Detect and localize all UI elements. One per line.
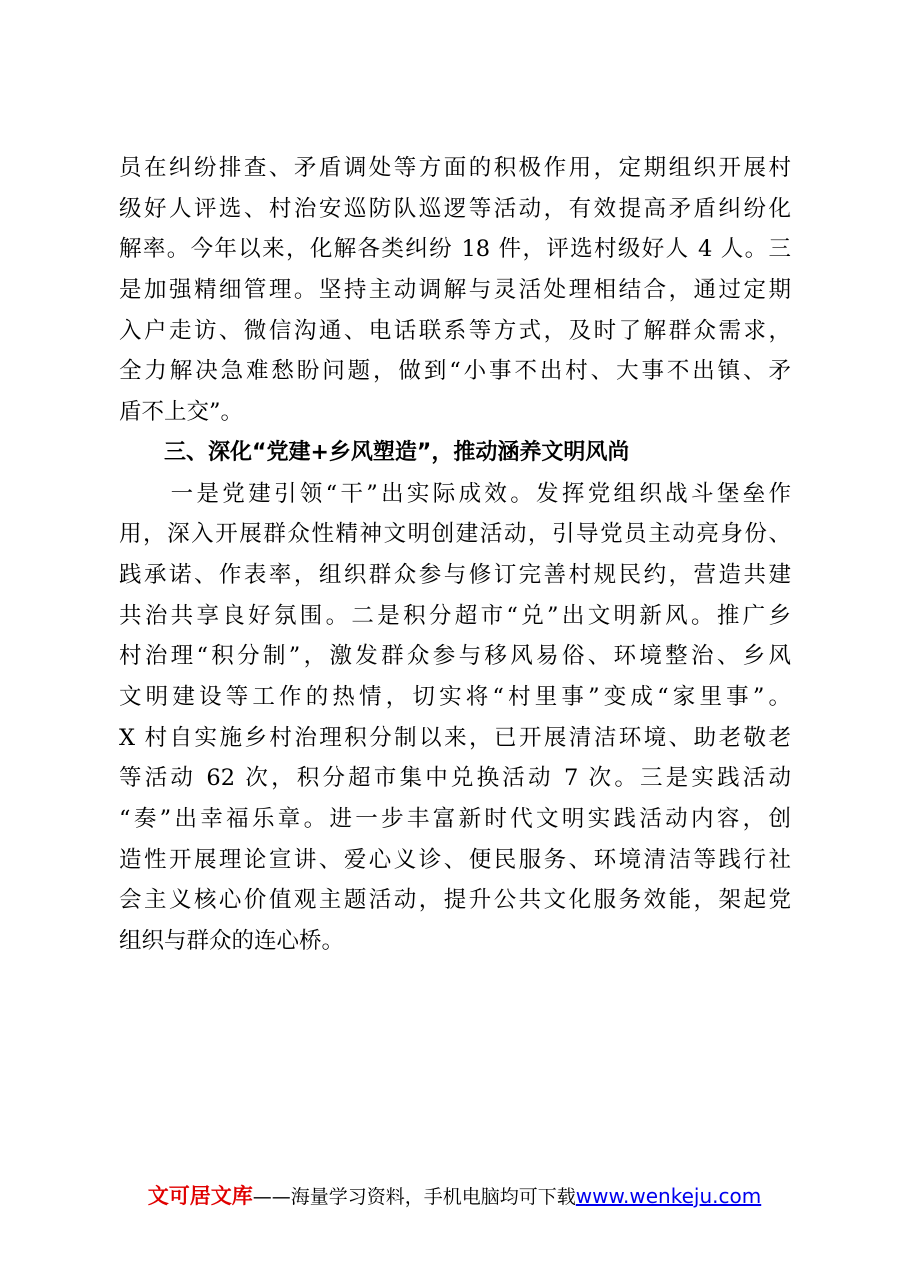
text-line: 造性开展理论宣讲、爱心义诊、便民服务、环境清洁等践行社 [119,846,791,873]
text-line: 践承诺、作表率，组织群众参与修订完善村规民约，营造共建 [119,561,791,588]
text-line: 会主义核心价值观主题活动，提升公共文化服务效能，架起党 [119,887,791,914]
text-line: 全力解决急难愁盼问题，做到“小事不出村、大事不出镇、矛 [119,358,791,385]
text-line: 级好人评选、村治安巡防队巡逻等活动，有效提高矛盾纠纷化 [119,195,791,222]
text-line: 等活动 62 次，积分超市集中兑换活动 7 次。三是实践活动 [119,765,791,792]
footer-url-link[interactable]: www.wenkeju.com [575,1184,762,1208]
text-line: 用，深入开展群众性精神文明创建活动，引导党员主动亮身份、 [119,521,791,548]
text-line: 一是党建引领“干”出实际成效。发挥党组织战斗堡垒作 [119,480,791,507]
paragraph-dispute-resolution [119,148,791,433]
paragraph-civilization [119,474,791,962]
text-line: 村治理“积分制”，激发群众参与移风易俗、环境整治、乡风 [119,643,791,670]
text-line: 解率。今年以来，化解各类纠纷 18 件，评选村级好人 4 人。三 [119,236,791,263]
text-line: 组织与群众的连心桥。 [119,928,345,955]
text-line: 员在纠纷排查、矛盾调处等方面的积极作用，定期组织开展村 [119,155,791,181]
text-line: 是加强精细管理。坚持主动调解与灵活处理相结合，通过定期 [119,277,791,304]
footer-tagline: ——海量学习资料，手机电脑均可下载 [252,1186,576,1208]
text-line: 入户走访、微信沟通、电话联系等方式，及时了解群众需求， [119,317,791,344]
footer-banner [0,1180,909,1210]
footer-brand: 文可居文库 [147,1184,253,1208]
document-body [119,148,791,962]
text-line: “奏”出幸福乐章。进一步丰富新时代文明实践活动内容，创 [119,806,791,832]
text-line: 文明建设等工作的热情，切实将“村里事”变成“家里事”。 [119,683,791,710]
text-line: X 村自实施乡村治理积分制以来，已开展清洁环境、助老敬老 [119,724,791,751]
section-heading: 三、深化“党建+乡风塑造”，推动涵养文明风尚 [164,439,630,465]
text-line: 共治共享良好氛围。二是积分超市“兑”出文明新风。推广乡 [119,602,791,629]
text-line: 盾不上交”。 [119,399,244,426]
